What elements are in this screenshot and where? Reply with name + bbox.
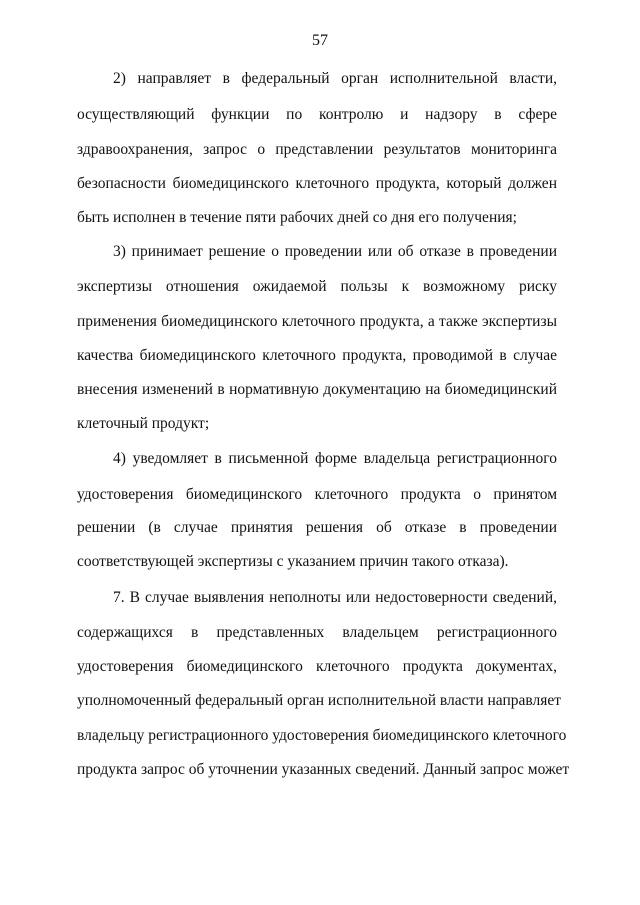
text-line: решении (в случае принятия решения об отказе в проведении: [77, 519, 557, 536]
text-line: 7. В случае выявления неполноты или недостоверности сведений,: [113, 589, 557, 606]
text-line: осуществляющий функции по контролю и надзору в сфере: [77, 106, 557, 123]
text-line: 2) направляет в федеральный орган исполнительной власти,: [113, 70, 557, 87]
text-line: владельцу регистрационного удостоверения биомедицинского клеточного: [77, 727, 567, 744]
text-line: продукта запрос об уточнении указанных сведений. Данный запрос может: [77, 761, 570, 778]
text-line: соответствующей экспертизы с указанием причин такого отказа).: [77, 553, 509, 570]
text-line: внесения изменений в нормативную документацию на биомедицинский: [77, 381, 557, 398]
text-line: удостоверения биомедицинского клеточного продукта о принятом: [77, 486, 557, 503]
page-number: 57: [312, 32, 328, 49]
text-line: содержащихся в представленных владельцем регистрационного: [77, 624, 557, 641]
text-line: удостоверения биомедицинского клеточного продукта документах,: [77, 658, 557, 675]
text-line: уполномоченный федеральный орган исполнительной власти направляет: [77, 692, 562, 709]
text-line: безопасности биомедицинского клеточного продукта, который должен: [77, 175, 557, 192]
text-line: применения биомедицинского клеточного продукта, а также экспертизы: [77, 313, 557, 330]
text-line: 4) уведомляет в письменной форме владельца регистрационного: [113, 450, 557, 467]
text-line: 3) принимает решение о проведении или об отказе в проведении: [113, 243, 557, 260]
text-line: клеточный продукт;: [77, 415, 210, 432]
text-line: качества биомедицинского клеточного продукта, проводимой в случае: [77, 347, 557, 364]
text-line: быть исполнен в течение пяти рабочих дней со дня его получения;: [77, 209, 517, 226]
text-line: экспертизы отношения ожидаемой пользы к возможному риску: [77, 278, 557, 295]
text-line: здравоохранения, запрос о представлении результатов мониторинга: [77, 141, 557, 158]
